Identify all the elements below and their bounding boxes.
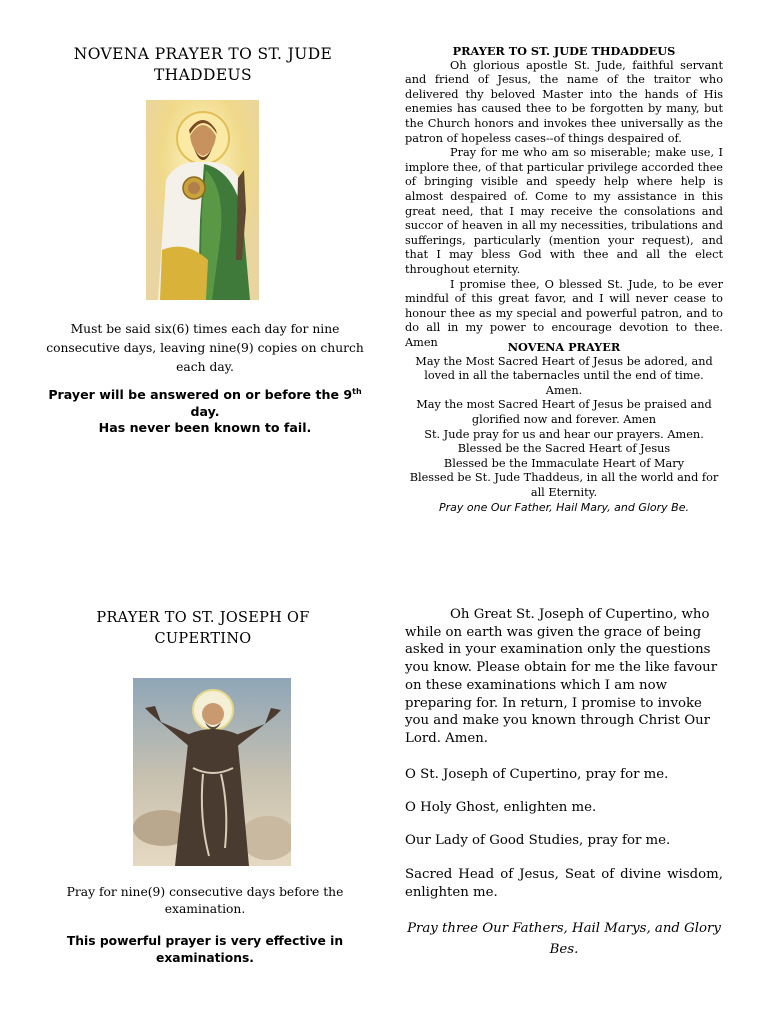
novena-line: Blessed be St. Jude Thaddeus, in all the world and for all Eternity. <box>409 471 719 499</box>
st-jude-prayer-paragraph-2: Pray for me who am so miserable; make use, I implore thee, of that particular privilege accorded thee of bringing visible and speedy help where help is almost despaired of. Come to my assistance in this great need, that I may receive the consolations and succor of heaven in all my necessities, tribulations and sufferings, particularly (mention your request), and that I may bless God with thee and all the elect throughout eternity. <box>405 146 723 276</box>
novena-line: May the most Sacred Heart of Jesus be praised and glorified now and forever. Amen <box>416 398 712 426</box>
st-joseph-invocation-1: O St. Joseph of Cupertino, pray for me. <box>405 767 669 782</box>
st-joseph-invocation-2: O Holy Ghost, enlighten me. <box>405 800 597 815</box>
st-jude-prayer-paragraph-1: Oh glorious apostle St. Jude, faithful servant and friend of Jesus, the name of the traitor who delivered thy beloved Master into the hands of His enemies has caused thee to be forgotten by many, but the Church honors and invokes thee universally as the patron of hopeless cases--of things despaired of. <box>405 58 723 145</box>
novena-line: St. Jude pray for us and hear our prayers. Amen. <box>424 427 704 441</box>
promise-line-2: Has never been known to fail. <box>98 420 312 435</box>
st-jude-prayer-paragraph-3: I promise thee, O blessed St. Jude, to be ever mindful of this great favor, and I will never cease to honour thee as my special and powerful patron, and to do all in my power to encourage devotion to thee. Amen <box>405 277 723 349</box>
st-joseph-instruction: Pray for nine(9) consecutive days before the examination. <box>66 885 344 916</box>
st-joseph-image <box>133 678 291 866</box>
st-jude-prayer-heading: PRAYER TO ST. JUDE THDADDEUS <box>452 44 676 58</box>
novena-heading: NOVENA PRAYER <box>507 340 621 354</box>
section-title-st-jude: NOVENA PRAYER TO ST. JUDE THADDEUS <box>73 45 333 84</box>
novena-line: Blessed be the Sacred Heart of Jesus <box>457 442 671 456</box>
st-jude-promise <box>40 387 370 437</box>
st-jude-instruction: Must be said six(6) times each day for nine consecutive days, leaving nine(9) copies on church each day. <box>46 322 364 374</box>
st-joseph-emphasis <box>40 933 370 967</box>
st-joseph-prayer <box>405 606 723 748</box>
st-joseph-invocation-4: Sacred Head of Jesus, Seat of divine wisdom, enlighten me. <box>405 867 723 900</box>
st-joseph-invocation-3: Our Lady of Good Studies, pray for me. <box>405 833 671 848</box>
st-jude-prayer <box>405 44 723 350</box>
promise-text: Prayer will be answered on or before the 9 <box>48 387 353 402</box>
st-jude-image <box>146 100 259 300</box>
novena-prayer <box>405 340 723 515</box>
st-joseph-prayer-body: Oh Great St. Joseph of Cupertino, who while on earth was given the grace of being asked in your examination only the questions you know. Please obtain for me the like favour on these examinations which I am now preparing for. In return, I promise to invoke you and make you known through Christ Our Lord. Amen. <box>405 607 718 746</box>
section-title-st-joseph: PRAYER TO ST. JOSEPH OF CUPERTINO <box>96 610 310 647</box>
promise-superscript: th <box>352 386 362 396</box>
emphasis-text: This powerful prayer is very effective in examinations <box>66 934 344 965</box>
emphasis-period: . <box>249 951 254 965</box>
novena-line: May the Most Sacred Heart of Jesus be adored, and loved in all the tabernacles until the end of time. Amen. <box>415 354 713 397</box>
novena-line: Blessed be the Immaculate Heart of Mary <box>443 456 685 470</box>
novena-closing: Pray one Our Father, Hail Mary, and Glory Be. <box>438 500 689 514</box>
promise-suffix: day. <box>190 403 220 419</box>
st-joseph-closing: Pray three Our Fathers, Hail Marys, and Glory Bes. <box>407 921 721 957</box>
